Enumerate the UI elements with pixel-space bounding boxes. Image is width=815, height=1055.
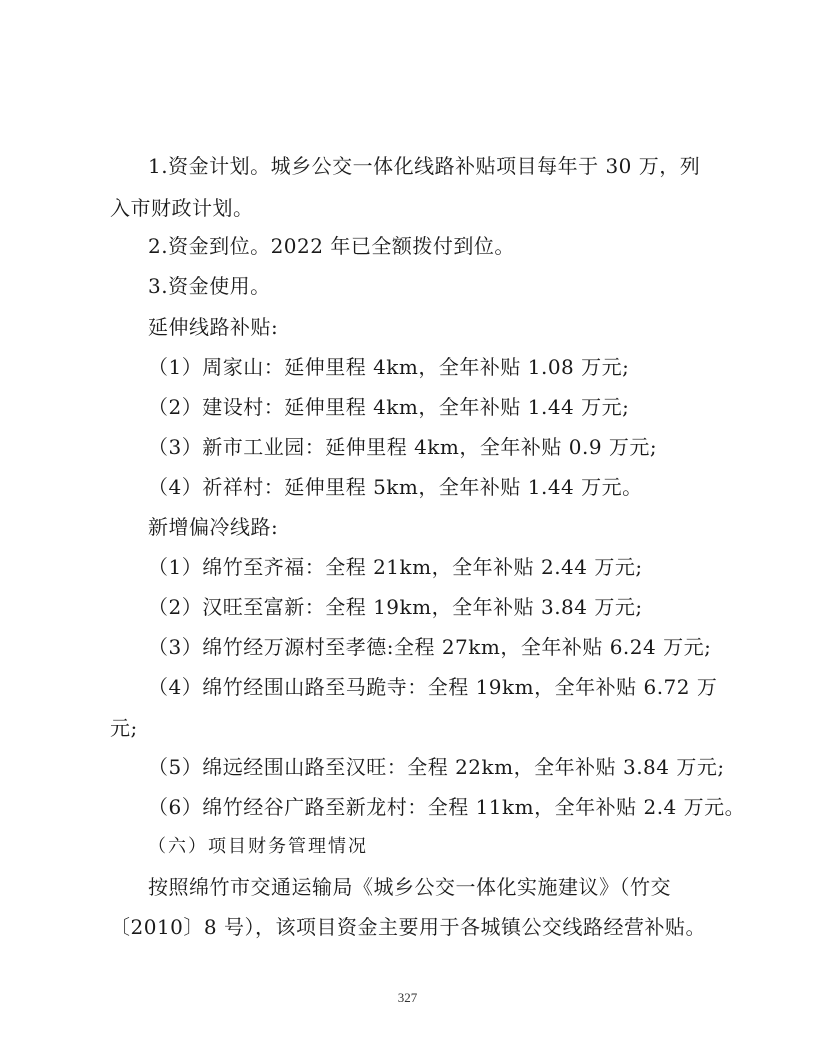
new-route-item-continuation: 元; bbox=[110, 716, 138, 740]
section-heading: （六）项目财务管理情况 bbox=[148, 836, 368, 857]
new-route-item: （6）绵竹经谷广路至新龙村：全程 11km，全年补贴 2.4 万元。 bbox=[148, 795, 746, 819]
page-number: 327 bbox=[397, 990, 418, 1005]
new-routes-heading: 新增偏冷线路: bbox=[148, 515, 279, 539]
funding-plan-line2: 入市财政计划。 bbox=[110, 196, 254, 220]
section-paragraph-line2: 〔2010〕8 号），该项目资金主要用于各城镇公交线路经营补贴。 bbox=[110, 915, 706, 939]
new-route-item: （5）绵远经围山路至汉旺：全程 22km，全年补贴 3.84 万元; bbox=[148, 755, 725, 779]
new-route-item: （3）绵竹经万源村至孝德:全程 27km，全年补贴 6.24 万元; bbox=[148, 635, 712, 659]
new-route-item: （4）绵竹经围山路至马跪寺：全程 19km，全年补贴 6.72 万 bbox=[148, 675, 718, 699]
extended-routes-heading: 延伸线路补贴: bbox=[148, 315, 279, 339]
section-paragraph-line1: 按照绵竹市交通运输局《城乡公交一体化实施建议》（竹交 bbox=[148, 875, 671, 899]
extended-route-item: （1）周家山：延伸里程 4km，全年补贴 1.08 万元; bbox=[148, 355, 630, 379]
extended-route-item: （2）建设村：延伸里程 4km，全年补贴 1.44 万元; bbox=[148, 395, 630, 419]
funding-arrival: 2.资金到位。2022 年已全额拨付到位。 bbox=[148, 234, 515, 258]
funding-plan-line1: 1.资金计划。城乡公交一体化线路补贴项目每年于 30 万，列 bbox=[148, 154, 701, 178]
new-route-item: （2）汉旺至富新：全程 19km，全年补贴 3.84 万元; bbox=[148, 595, 643, 619]
funding-usage: 3.资金使用。 bbox=[148, 274, 271, 298]
extended-route-item: （4）祈祥村：延伸里程 5km，全年补贴 1.44 万元。 bbox=[148, 475, 643, 499]
extended-route-item: （3）新市工业园：延伸里程 4km，全年补贴 0.9 万元; bbox=[148, 435, 658, 459]
new-route-item: （1）绵竹至齐福：全程 21km，全年补贴 2.44 万元; bbox=[148, 555, 643, 579]
